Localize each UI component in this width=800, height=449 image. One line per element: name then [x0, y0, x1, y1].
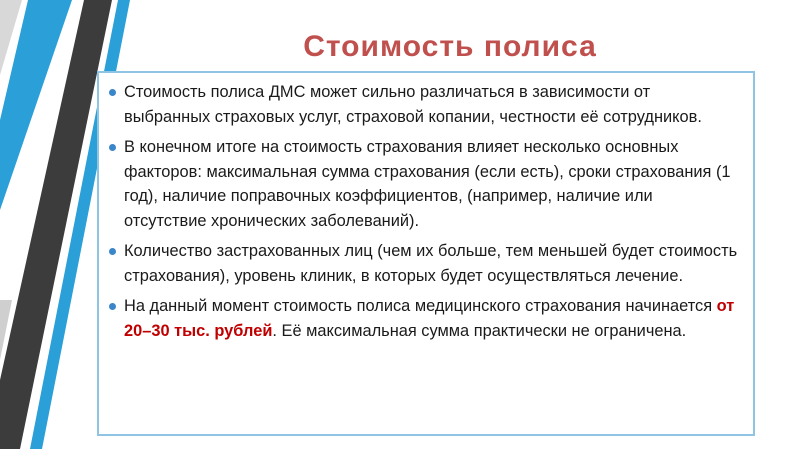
bullet-text-after: . Её максимальная сумма практически не ограничена. [272, 321, 687, 340]
bullet-text: В конечном итоге на стоимость страхования влияет несколько основных факторов: максимальная сумма страхования (если есть), сроки страхования (1 год), наличие поправочных коэффициентов, (например, наличие или отсутствие хронических заболеваний). [124, 138, 731, 230]
bullet-list [99, 73, 753, 343]
slide-title: Стоимость полиса [303, 30, 597, 63]
bullet-text: Стоимость полиса ДМС может сильно различаться в зависимости от выбранных страховых услуг, страховой копании, честности её сотрудников. [124, 83, 702, 126]
bullet-text: Количество застрахованных лиц (чем их больше, тем меньшей будет стоимость страхования), уровень клиник, в которых будет осуществляться лечение. [124, 242, 738, 285]
bullet-dot-icon [109, 144, 116, 151]
bullet-item [124, 135, 739, 233]
bullet-dot-icon [109, 248, 116, 255]
content-box [97, 71, 755, 436]
bullet-item [124, 80, 739, 129]
bullet-dot-icon [109, 89, 116, 96]
bullet-dot-icon [109, 303, 116, 310]
bullet-text-before: На данный момент стоимость полиса медицинского страхования начинается [124, 297, 717, 315]
bullet-item [124, 294, 739, 343]
bullet-item [124, 239, 739, 288]
price-highlight: от 20–30 тыс. рублей [124, 297, 735, 340]
